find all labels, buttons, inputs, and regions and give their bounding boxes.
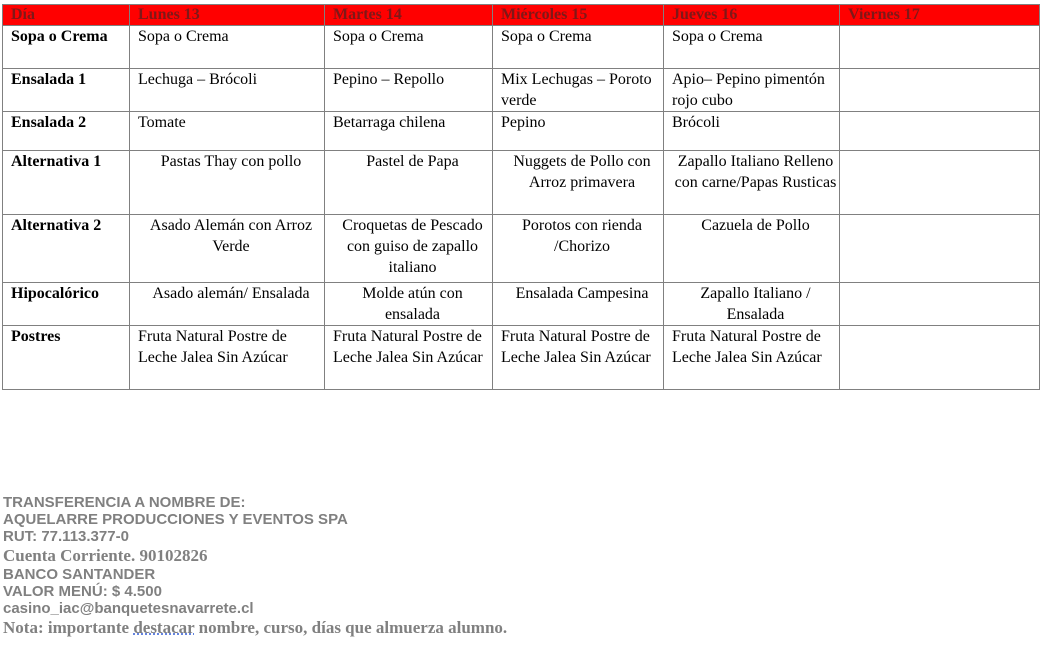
row-label: Ensalada 1 — [3, 69, 130, 112]
note-start: Nota: importante — [3, 618, 134, 637]
menu-cell: Pepino – Repollo — [325, 69, 493, 112]
menu-cell — [840, 69, 1040, 112]
table-row — [3, 283, 1040, 326]
menu-cell: Tomate — [130, 112, 325, 151]
menu-cell: Pastel de Papa — [325, 151, 493, 215]
header-row — [3, 5, 1040, 26]
header-day-4: Jueves 16 — [664, 5, 840, 26]
menu-cell: Croquetas de Pescado con guiso de zapallo italiano — [325, 215, 493, 283]
company-name: AQUELARRE PRODUCCIONES Y EVENTOS SPA — [3, 511, 348, 528]
rut: RUT: 77.113.377-0 — [3, 528, 129, 545]
table-row — [3, 151, 1040, 215]
menu-cell — [840, 26, 1040, 69]
table-row — [3, 26, 1040, 69]
menu-cell: Zapallo Italiano Relleno con carne/Papas Rusticas — [664, 151, 840, 215]
menu-cell: Nuggets de Pollo con Arroz primavera — [493, 151, 664, 215]
menu-cell: Lechuga – Brócoli — [130, 69, 325, 112]
menu-cell: Pastas Thay con pollo — [130, 151, 325, 215]
row-label: Postres — [3, 326, 130, 390]
row-label: Ensalada 2 — [3, 112, 130, 151]
menu-cell: Zapallo Italiano / Ensalada — [664, 283, 840, 326]
menu-cell: Fruta Natural Postre de Leche Jalea Sin Azúcar — [130, 326, 325, 390]
row-label: Alternativa 2 — [3, 215, 130, 283]
menu-table — [2, 4, 1040, 390]
header-day-1: Lunes 13 — [130, 5, 325, 26]
menu-cell: Ensalada Campesina — [493, 283, 664, 326]
menu-cell — [840, 326, 1040, 390]
menu-cell — [840, 151, 1040, 215]
menu-cell: Porotos con rienda /Chorizo — [493, 215, 664, 283]
menu-cell: Brócoli — [664, 112, 840, 151]
menu-cell: Cazuela de Pollo — [664, 215, 840, 283]
menu-cell — [840, 112, 1040, 151]
contact-email: casino_iac@banquetesnavarrete.cl — [3, 600, 254, 617]
menu-cell: Sopa o Crema — [493, 26, 664, 69]
table-row — [3, 112, 1040, 151]
note — [3, 617, 507, 638]
table-row — [3, 69, 1040, 112]
transfer-heading: TRANSFERENCIA A NOMBRE DE: — [3, 494, 246, 511]
menu-cell: Fruta Natural Postre de Leche Jalea Sin Azúcar — [325, 326, 493, 390]
note-end: nombre, curso, días que almuerza alumno. — [194, 618, 508, 637]
menu-cell: Apio– Pepino pimentón rojo cubo — [664, 69, 840, 112]
menu-price: VALOR MENÚ: $ 4.500 — [3, 583, 162, 600]
header-day-5: Viernes 17 — [840, 5, 1040, 26]
menu-cell: Sopa o Crema — [130, 26, 325, 69]
menu-cell: Asado alemán/ Ensalada — [130, 283, 325, 326]
menu-cell: Pepino — [493, 112, 664, 151]
menu-cell: Betarraga chilena — [325, 112, 493, 151]
menu-cell: Fruta Natural Postre de Leche Jalea Sin Azúcar — [664, 326, 840, 390]
bank-name: BANCO SANTANDER — [3, 566, 156, 583]
account-number: Cuenta Corriente. 90102826 — [3, 546, 208, 565]
header-day-3: Miércoles 15 — [493, 5, 664, 26]
table-row — [3, 215, 1040, 283]
menu-cell: Molde atún con ensalada — [325, 283, 493, 326]
menu-cell: Asado Alemán con Arroz Verde — [130, 215, 325, 283]
note-underlined: destacar — [133, 618, 195, 637]
header-day-2: Martes 14 — [325, 5, 493, 26]
row-label: Sopa o Crema — [3, 26, 130, 69]
header-dia: Día — [3, 5, 130, 26]
menu-cell: Sopa o Crema — [664, 26, 840, 69]
menu-cell: Sopa o Crema — [325, 26, 493, 69]
row-label: Alternativa 1 — [3, 151, 130, 215]
menu-cell: Mix Lechugas – Poroto verde — [493, 69, 664, 112]
row-label: Hipocalórico — [3, 283, 130, 326]
menu-cell — [840, 283, 1040, 326]
payment-info — [3, 494, 507, 638]
menu-cell: Fruta Natural Postre de Leche Jalea Sin Azúcar — [493, 326, 664, 390]
menu-cell — [840, 215, 1040, 283]
table-row — [3, 326, 1040, 390]
